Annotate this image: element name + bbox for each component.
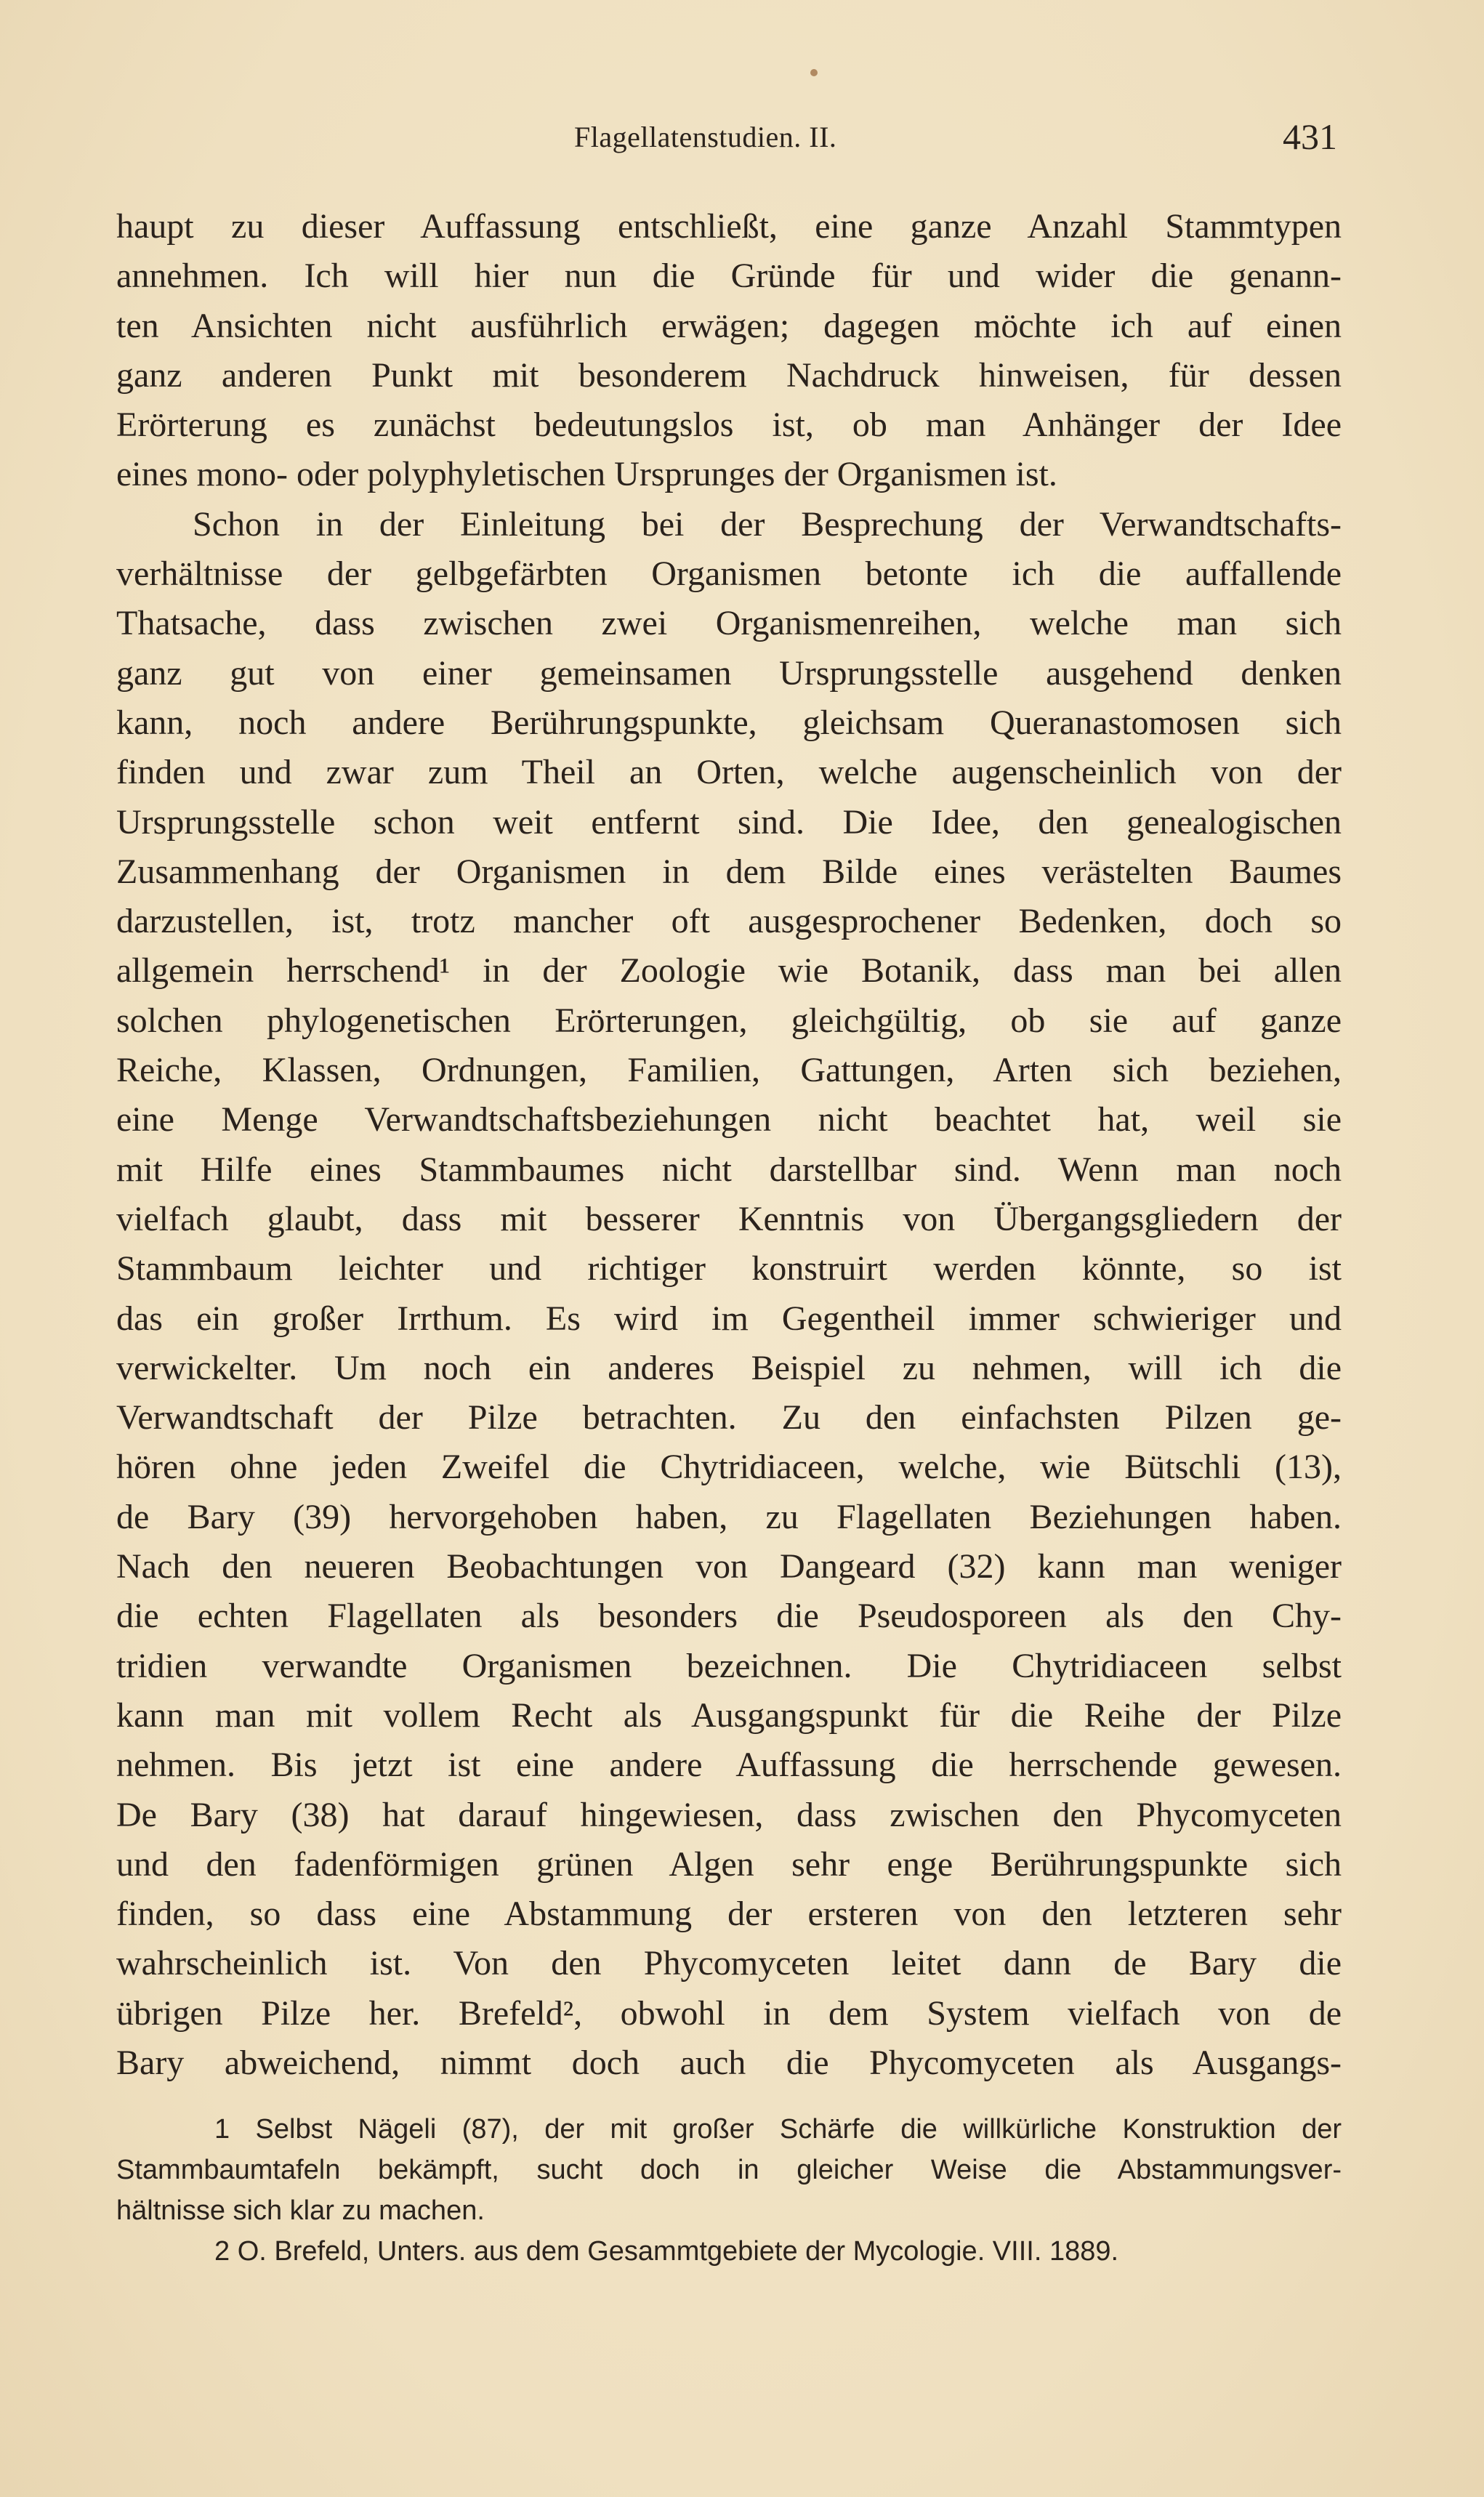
footnotes — [116, 2109, 1342, 2272]
text-line: Thatsache, dass zwischen zwei Organismenreihen, welche man sich — [116, 604, 1342, 643]
text-line: die echten Flagellaten als besonders die Pseudosporeen als den Chy- — [116, 1597, 1342, 1636]
text-line: eine Menge Verwandtschaftsbeziehungen nicht beachtet hat, weil sie — [116, 1100, 1342, 1139]
text-line: das ein großer Irrthum. Es wird im Gegentheil immer schwieriger und — [116, 1299, 1342, 1338]
text-line: ganz gut von einer gemeinsamen Ursprungsstelle ausgehend denken — [116, 653, 1342, 693]
running-header — [109, 116, 1337, 164]
text-line: annehmen. Ich will hier nun die Gründe für und wider die genann- — [116, 257, 1342, 296]
text-line: hören ohne jeden Zweifel die Chytridiaceen, welche, wie Bütschli (13), — [116, 1448, 1342, 1487]
text-line: finden, so dass eine Abstammung der ersteren von den letzteren sehr — [116, 1895, 1342, 1934]
footnote-line: Stammbaumtafeln bekämpft, sucht doch in gleicher Weise die Abstammungsver- — [116, 2155, 1342, 2185]
text-line: Ursprungsstelle schon weit entfernt sind. Die Idee, den genealogischen — [116, 802, 1342, 842]
text-line: verwickelter. Um noch ein anderes Beispiel zu nehmen, will ich die — [116, 1348, 1342, 1387]
text-line: Erörterung es zunächst bedeutungslos ist, ob man Anhänger der Idee — [116, 406, 1342, 445]
text-line: solchen phylogenetischen Erörterungen, gleichgültig, ob sie auf ganze — [116, 1001, 1342, 1040]
text-line: darzustellen, ist, trotz mancher oft ausgesprochener Bedenken, doch so — [116, 902, 1342, 941]
text-line: verhältnisse der gelbgefärbten Organismen betonte ich die auffallende — [116, 554, 1342, 594]
text-line: Schon in der Einleitung bei der Besprechung der Verwandtschafts- — [193, 504, 1342, 544]
text-line: und den fadenförmigen grünen Algen sehr enge Berührungspunkte sich — [116, 1844, 1342, 1884]
text-line: finden und zwar zum Theil an Orten, welche augenscheinlich von der — [116, 753, 1342, 792]
text-line: eines mono- oder polyphyletischen Ursprunges der Organismen ist. — [116, 455, 1057, 494]
text-line: Reiche, Klassen, Ordnungen, Familien, Gattungen, Arten sich beziehen, — [116, 1051, 1342, 1090]
text-line: Verwandtschaft der Pilze betrachten. Zu den einfachsten Pilzen ge- — [116, 1398, 1342, 1437]
footnote-line: 1 Selbst Nägeli (87), der mit großer Schärfe die willkürliche Konstruktion der — [214, 2114, 1342, 2145]
text-line: kann, noch andere Berührungspunkte, gleichsam Queranastomosen sich — [116, 703, 1342, 742]
text-line: tridien verwandte Organismen bezeichnen. Die Chytridiaceen selbst — [116, 1646, 1342, 1685]
text-line: De Bary (38) hat darauf hingewiesen, dass zwischen den Phycomyceten — [116, 1795, 1342, 1834]
text-line: übrigen Pilze her. Brefeld², obwohl in dem System vielfach von de — [116, 1993, 1342, 2033]
text-line: vielfach glaubt, dass mit besserer Kenntnis von Übergangsgliedern der — [116, 1199, 1342, 1238]
text-line: nehmen. Bis jetzt ist eine andere Auffassung die herrschende gewesen. — [116, 1746, 1342, 1785]
text-line: mit Hilfe eines Stammbaumes nicht darstellbar sind. Wenn man noch — [116, 1150, 1342, 1189]
footnote-line: hältnisse sich klar zu machen. — [116, 2195, 485, 2226]
body-text — [116, 202, 1342, 2088]
text-line: allgemein herrschend¹ in der Zoologie wie Botanik, dass man bei allen — [116, 951, 1342, 991]
text-line: Bary abweichend, nimmt doch auch die Phycomyceten als Ausgangs- — [116, 2043, 1342, 2082]
text-line: de Bary (39) hervorgehoben haben, zu Flagellaten Beziehungen haben. — [116, 1497, 1342, 1536]
text-line: Zusammenhang der Organismen in dem Bilde eines verästelten Baumes — [116, 852, 1342, 891]
running-title: Flagellatenstudien. II. — [574, 121, 837, 153]
text-line: Stammbaum leichter und richtiger konstruirt werden könnte, so ist — [116, 1249, 1342, 1288]
ink-dot — [810, 69, 818, 76]
text-line: haupt zu dieser Auffassung entschließt, eine ganze Anzahl Stammtypen — [116, 207, 1342, 246]
text-line: ten Ansichten nicht ausführlich erwägen; dagegen möchte ich auf einen — [116, 306, 1342, 345]
text-line: ganz anderen Punkt mit besonderem Nachdruck hinweisen, für dessen — [116, 355, 1342, 395]
page-number: 431 — [1283, 116, 1337, 157]
text-line: kann man mit vollem Recht als Ausgangspunkt für die Reihe der Pilze — [116, 1695, 1342, 1735]
text-line: Nach den neueren Beobachtungen von Dangeard (32) kann man weniger — [116, 1547, 1342, 1586]
text-line: wahrscheinlich ist. Von den Phycomyceten leitet dann de Bary die — [116, 1944, 1342, 1983]
footnote-line: 2 O. Brefeld, Unters. aus dem Gesammtgebiete der Mycologie. VIII. 1889. — [214, 2236, 1119, 2267]
